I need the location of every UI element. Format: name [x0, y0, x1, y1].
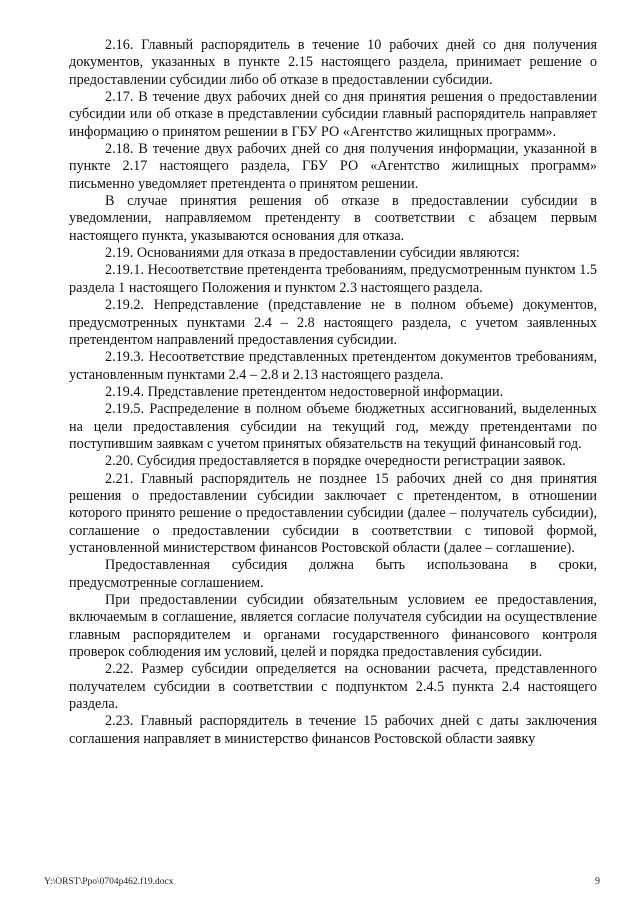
paragraph-2-16: 2.16. Главный распорядитель в течение 10 рабочих дней со дня получения документов, указанных в пункте 2.15 настоящего раздела, принимает решение о предоставлении субсидии либо об отказе в предоставлении субсидии.	[69, 37, 597, 88]
paragraph-2-23: 2.23. Главный распорядитель в течение 15 рабочих дней с даты заключения соглашения направляет в министерство финансов Ростовской области заявку	[69, 713, 597, 747]
paragraph-2-19-1: 2.19.1. Несоответствие претендента требованиям, предусмотренным пунктом 1.5 раздела 1 настоящего Положения и пунктом 2.3 настоящего раздела.	[69, 262, 597, 296]
paragraph-refusal-notice: В случае принятия решения об отказе в предоставлении субсидии в уведомлении, направляемом претенденту в соответствии с абзацем первым настоящего пункта, указываются основания для отказа.	[69, 193, 597, 244]
paragraph-2-19: 2.19. Основаниями для отказа в предоставлении субсидии являются:	[105, 245, 520, 262]
page-number: 9	[595, 876, 600, 887]
paragraph-2-19-2: 2.19.2. Непредставление (представление не в полном объеме) документов, предусмотренных пунктами 2.4 – 2.8 настоящего раздела, с учетом заявленных претендентом направлений предоставления субсидии.	[69, 297, 597, 348]
paragraph-2-20: 2.20. Субсидия предоставляется в порядке очередности регистрации заявок.	[105, 453, 566, 470]
paragraph-2-21: 2.21. Главный распорядитель не позднее 15 рабочих дней со дня принятия решения о предоставлении субсидии заключает с претендентом, в отношении которого принято решение о предоставлении субсидии (далее – получатель субсидии), соглашение о предоставлении субсидии в соответствии с типовой формой, установленной министерством финансов Ростовской области (далее – соглашение).	[69, 470, 597, 556]
paragraph-usage-terms: Предоставленная субсидия должна быть использована в сроки, предусмотренные соглашением.	[69, 557, 597, 591]
paragraph-2-19-3: 2.19.3. Несоответствие представленных претендентом документов требованиям, установленным пунктами 2.4 – 2.8 и 2.13 настоящего раздела.	[69, 349, 597, 383]
paragraph-2-18: 2.18. В течение двух рабочих дней со дня получения информации, указанной в пункте 2.17 настоящего раздела, ГБУ РО «Агентство жилищных программ» письменно уведомляет претендента о принятом решении.	[69, 141, 597, 192]
paragraph-control-consent: При предоставлении субсидии обязательным условием ее предоставления, включаемым в соглашение, является согласие получателя субсидии на осуществление главным распорядителем и органами государственного финансового контроля проверок соблюдения им условий, целей и порядка предоставления субсидии.	[69, 592, 597, 661]
document-body	[69, 37, 597, 748]
paragraph-2-19-5: 2.19.5. Распределение в полном объеме бюджетных ассигнований, выделенных на цели предоставления субсидии на текущий год, между претендентами по поступившим заявкам с учетом принятых обязательств на текущий финансовый год.	[69, 401, 597, 452]
paragraph-2-22: 2.22. Размер субсидии определяется на основании расчета, представленного получателем субсидии в соответствии с подпунктом 2.4.5 пункта 2.4 настоящего раздела.	[69, 661, 597, 713]
paragraph-2-19-4: 2.19.4. Представление претендентом недостоверной информации.	[105, 383, 504, 400]
paragraph-2-17: 2.17. В течение двух рабочих дней со дня принятия решения о предоставлении субсидии или об отказе в представлении субсидии главный распорядитель направляет информацию о принятом решении в ГБУ РО «Агентство жилищных программ».	[69, 89, 597, 140]
footer-file-path: Y:\ORST\Ppo\0704p462.f19.docx	[44, 877, 174, 887]
